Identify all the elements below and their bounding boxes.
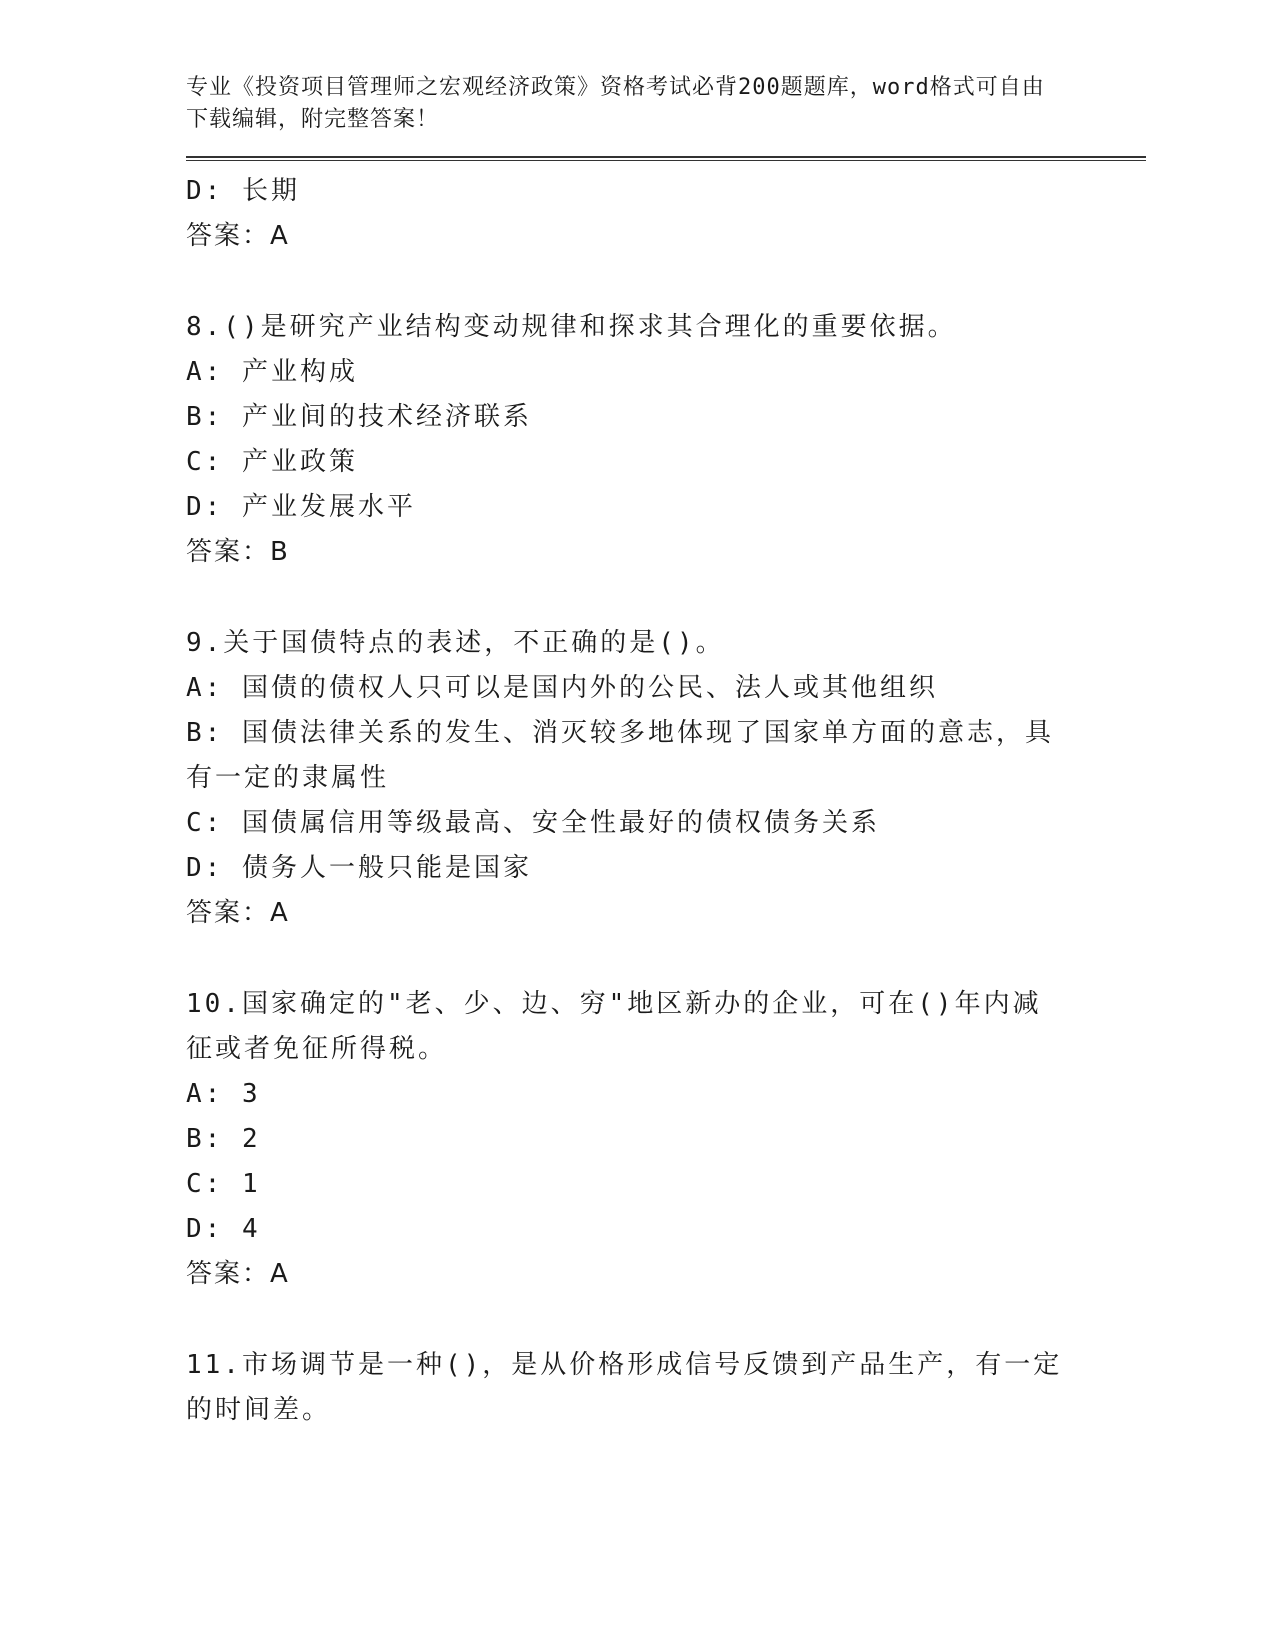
option-c: C: 1	[186, 1169, 261, 1199]
header-divider	[186, 156, 1146, 161]
option-c: C: 国债属信用等级最高、安全性最好的债权债务关系	[186, 808, 880, 838]
answer: 答案：A	[186, 898, 290, 928]
option-d: D: 产业发展水平	[186, 492, 416, 522]
spacer	[186, 936, 1146, 982]
spacer	[186, 575, 1146, 621]
option-b: B: 2	[186, 1124, 261, 1154]
option-a: A: 国债的债权人只可以是国内外的公民、法人或其他组织	[186, 673, 938, 703]
option-d: D: 债务人一般只能是国家	[186, 853, 532, 883]
question-stem: 11.市场调节是一种()，是从价格形成信号反馈到产品生产，有一定的时间差。	[186, 1350, 1063, 1425]
option-b: B: 产业间的技术经济联系	[186, 402, 532, 432]
document-header: 专业《投资项目管理师之宏观经济政策》资格考试必背200题题库，word格式可自由下载编辑，附完整答案！	[186, 75, 1045, 132]
option-c: C: 产业政策	[186, 447, 358, 477]
prev-option-d: D: 长期	[186, 176, 300, 206]
question-8	[186, 305, 1146, 575]
option-d: D: 4	[186, 1214, 261, 1244]
question-10	[186, 982, 1146, 1297]
question-stem: 10.国家确定的"老、少、边、穷"地区新办的企业，可在()年内减征或者免征所得税。	[186, 989, 1042, 1064]
question-stem: 9.关于国债特点的表述，不正确的是()。	[186, 628, 725, 658]
question-list	[186, 169, 1146, 1433]
option-a: A: 产业构成	[186, 357, 358, 387]
question-11	[186, 1343, 1146, 1433]
spacer	[186, 259, 1146, 305]
answer: 答案：B	[186, 537, 290, 567]
option-b: B: 国债法律关系的发生、消灭较多地体现了国家单方面的意志，具有一定的隶属性	[186, 718, 1054, 793]
answer: 答案：A	[186, 1259, 290, 1289]
document-page	[186, 72, 1146, 1433]
spacer	[186, 1297, 1146, 1343]
question-stem: 8.()是研究产业结构变动规律和探求其合理化的重要依据。	[186, 312, 957, 342]
question-9	[186, 621, 1146, 936]
prev-answer: 答案：A	[186, 221, 290, 251]
option-a: A: 3	[186, 1079, 261, 1109]
